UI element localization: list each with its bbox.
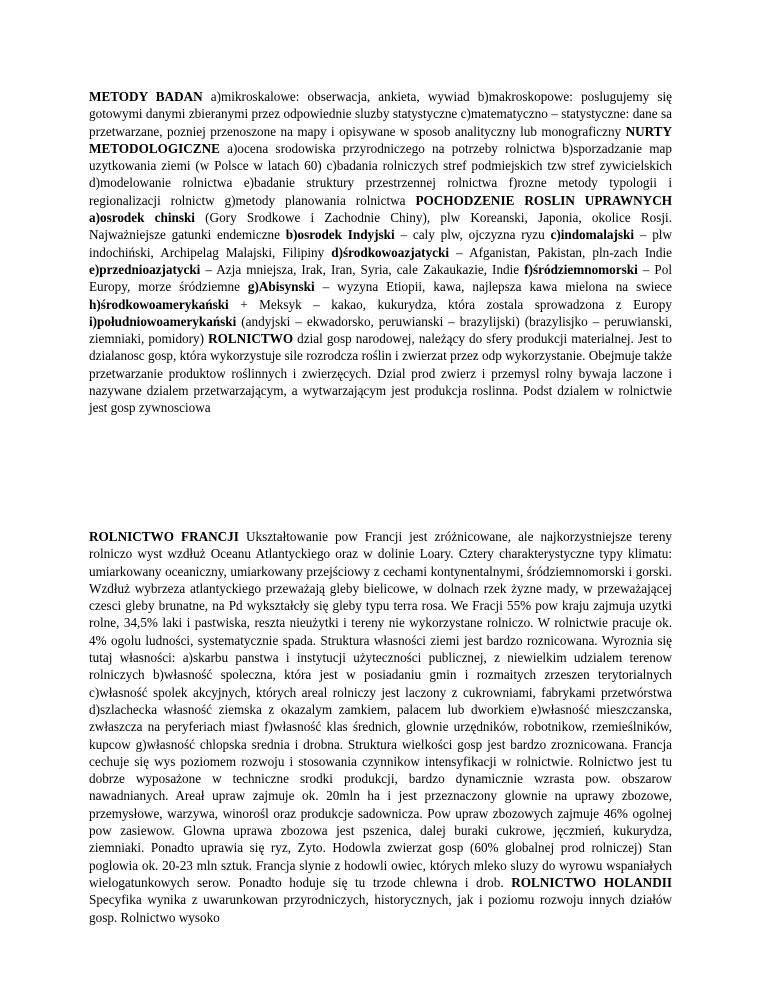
bold-heading-text: h)środkowoamerykański — [89, 296, 229, 312]
bold-heading-text: METODY BADAN — [89, 89, 203, 104]
bold-heading-text: ROLNICTWO — [208, 331, 294, 347]
bold-heading-text: c)indomalajski — [550, 227, 635, 243]
paragraph-agriculture-france — [89, 528, 672, 926]
bold-heading-text: ROLNICTWO FRANCJI — [89, 529, 239, 544]
body-text: a)mikroskalowe: obserwacja, ankieta, wywiad b)makroskopowe: poslugujemy się gotowymi danymi zbieranymi przez odpowiednie sluzby statystyczne c)matematyczno – statystyczne: dane sa przetwarzane, pozniej przenoszone na mapy i opisywane w sposob analityczny lub monograficzny — [89, 89, 672, 139]
body-text: – Pol Europy, morze śródziemne — [89, 261, 673, 295]
bold-heading-text: POCHODZENIE ROSLIN UPRAWNYCH a)osrodek chinski — [89, 192, 672, 226]
bold-heading-text: f)śródziemnomorski — [524, 261, 638, 277]
bold-heading-text: ROLNICTWO HOLANDII — [511, 874, 672, 890]
body-text: + Meksyk – kakao, kukurydza, która zostala sprowadzona z Europy — [228, 296, 672, 312]
bold-heading-text: e)przednioazjatycki — [89, 261, 201, 277]
bold-heading-text: b)osrodek Indyjski — [285, 227, 395, 243]
paragraph-research-methods — [89, 88, 672, 417]
body-text: a)ocena srodowiska przyrodniczego na potrzeby rolnictwa b)sporzadzanie map uzytkowania ziemi (w Polsce w latach 60) c)badania rolniczych stref podmiejskich tzw stref zywicielskich d)modelowanie rolnictwa e)badanie struktury przestrzennej rolnictwa f)rozne metody typologii i regionalizacji rolnictw g)metody planowania rolnictwa — [89, 140, 672, 208]
body-text: (Gory Srodkowe i Zachodnie Chiny), plw Koreanski, Japonia, okolice Rosji. Najważniejsze gatunki endemiczne — [89, 210, 672, 243]
bold-heading-text: i)południowoamerykański — [89, 313, 237, 329]
body-text: – Azja mniejsza, Irak, Iran, Syria, cale Zakaukazie, Indie — [200, 261, 525, 277]
bold-heading-text: g)Abisynski — [247, 279, 315, 295]
body-text: – Afganistan, Pakistan, pln-zach Indie — [449, 244, 672, 260]
body-text: dzial gosp narodowej, należący do sfery produkcji materialnej. Jest to dzialanosc gosp, która wykorzystuje sile rozrodcza roślin i zwierzat przez odp wykorzystanie. Obejmuje także przetwarzanie produktow roślinnych i zwierzęcych. Dzial prod zwierz i przemysl rolny bywaja laczone i nazywane dzialem przetwarzającym, a wytwarzającym jest produkcja roslinna. Podst dzialem w rolnictwie jest gosp zywnosciowa — [89, 331, 673, 416]
bold-heading-text: d)środkowoazjatycki — [331, 244, 450, 260]
body-text: Ukształtowanie pow Francji jest zróżnicowane, ale najkorzystniejsze tereny rolniczo wyst wzdłuż Oceanu Atlantyckiego oraz w dolinie Loary. Cztery charakterystyczne typy klimatu: umiarkowany oceaniczny, umiarkowany przejściowy z cechami kontynentalnymi, śródziemnomorski i gorski. Wzdłuż wybrzeza atlantyckiego przeważają gleby bielicowe, w dolnach rzek żyzne mady, w przeważającej czesci gleby brunatne, na Pd wykształcły się gleby typu terra rosa. We Fracji 55% pow kraju zajmuja uzytki rolne, 34,5% laki i pastwiska, reszta nieużytki i tereny nie wykorzystane rolniczo. W rolnictwie pracuje ok. 4% ogolu ludności, systematycznie spada. Struktura własności ziemi jest bardzo roznicowana. Wyroznia się tutaj własności: a)skarbu panstwa i instytucji użyteczności publicznej, z niewielkim udzialem terenow rolniczych b)własność spoleczna, która jest w posiadaniu gmin i rozmaitych zrzeszen terytorialnych c)własność spolek akcyjnych, których areal rolniczy jest laczony z cukrowniami, fabrykami przetwórstwa d)szlachecka własność ziemska z okazalym zamkiem, palacem lub dworkiem e)własność mieszczanska, zwłaszcza na peryferiach miast f)własność klas średnich, glownie urzędników, robotnikow, rzemieślników, kupcow g)własność chlopska srednia i drobna. Struktura wielkości gosp jest bardzo zroznicowana. Francja cechuje się wys poziomem rozwoju i stosowania czynnikow intensyfikacji w rolnictwie. Rolnictwo jest tu dobrze wyposażone w techniczne srodki produkcji, bardzo dynamicznie wzrasta pow. obszarow nawadnianych. Areał upraw zajmuje ok. 20mln ha i jest przeznaczony glownie na uprawy zbozowe, przemysłowe, warzywa, winorośl oraz produkcje sadownicza. Pow upraw zbozowych zajmuje 46% ogolnej pow zasiewow. Glowna uprawa zbozowa jest pszenica, dalej buraki cukrowe, jęczmień, kukurydza, ziemniaki. Ponadto uprawia się ryz, Zyto. Hodowla zwierzat gosp (60% globalnej prod rolniczej) Stan poglowia ok. 20-23 mln sztuk. Francja slynie z hodowli owiec, których mleko sluzy do wyrowu wspaniałych wielogatunkowych serow. Ponadto hoduje się tu trzode chlewna i drob. — [89, 529, 673, 890]
body-text: – caly plw, ojczyzna ryzu — [394, 227, 551, 243]
body-text: Specyfika wynika z uwarunkowan przyrodniczych, historycznych, jak i poziomu rozwoju innych działów gosp. Rolnictwo wysoko — [89, 892, 672, 925]
body-text: (andyjski – ekwadorsko, peruwianski – brazylijski) (brazylisjko – peruwianski, ziemniaki, pomidory) — [89, 313, 672, 347]
bold-heading-text: NURTY METODOLOGICZNE — [89, 123, 672, 156]
body-text: – wyzyna Etiopii, kawa, najlepsza kawa mielona na swiece — [314, 279, 672, 295]
body-text: – plw indochiński, Archipelag Malajski, Filipiny — [89, 227, 672, 260]
